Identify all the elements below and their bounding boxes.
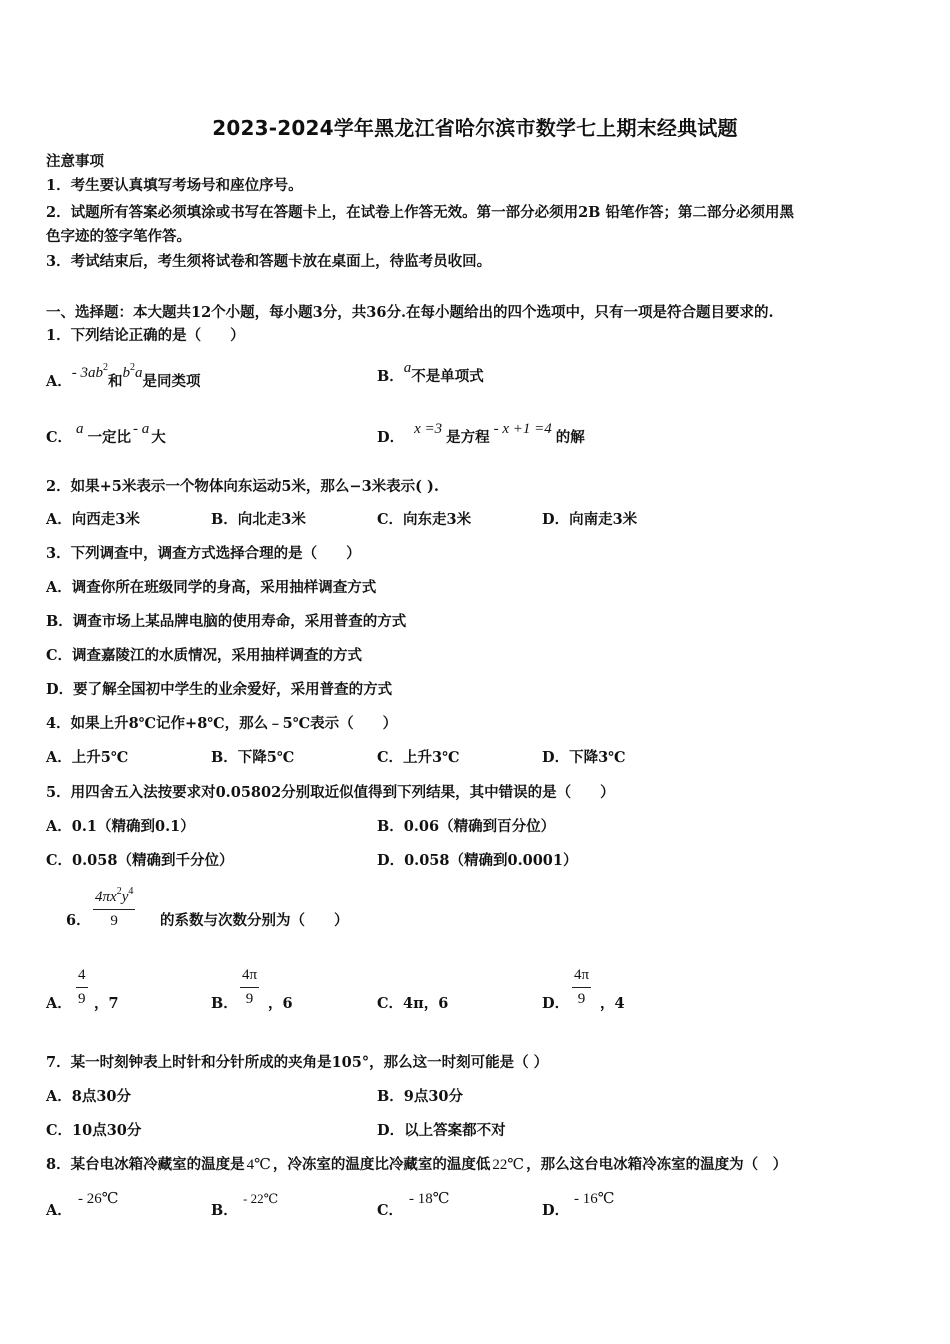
q4-option-b: B．下降5℃	[211, 749, 295, 766]
text-fragment: 一定比	[87, 429, 132, 446]
q8-option-d-value: - 16℃	[574, 1191, 615, 1207]
q2-option-a: A．向西走3米	[46, 511, 140, 528]
q4-option-a: A．上升5℃	[46, 749, 129, 766]
q5-option-d: D．0.058（精确到0.0001）	[377, 852, 578, 869]
q1-option-a	[46, 362, 201, 393]
math-term: x =3	[414, 421, 443, 437]
exam-title: 2023-2024学年黑龙江省哈尔滨市数学七上期末经典试题	[212, 116, 738, 140]
q7-option-b: B．9点30分	[377, 1088, 464, 1105]
math-term: 4℃	[246, 1157, 271, 1173]
q5-option-a: A．0.1（精确到0.1）	[46, 818, 195, 835]
q8-option-d-label: D．	[542, 1202, 570, 1219]
q6-option-b-fraction: $\frac{4\pi}{9}$	[242, 967, 258, 1007]
math-term: - $3ab^2$	[71, 362, 109, 381]
q2-stem: 2．如果+5米表示一个物体向东运动5米，那么−3米表示( ).	[46, 478, 439, 495]
q5-stem: 5．用四舍五入法按要求对0.05802分别取近似值得到下列结果，其中错误的是（ ）	[46, 784, 615, 801]
math-term: a	[76, 421, 84, 437]
q4-option-d: D．下降3℃	[542, 749, 626, 766]
notice-heading: 注意事项	[46, 153, 104, 170]
math-term: a	[403, 360, 412, 376]
q1-option-d	[377, 421, 585, 449]
option-label: A．	[46, 373, 72, 390]
q8-option-b-label: B．	[211, 1202, 238, 1219]
text-fragment: 是同类项	[142, 373, 201, 390]
q2-option-c: C．向东走3米	[377, 511, 472, 528]
math-term: 22℃	[492, 1157, 525, 1173]
math-term: - a	[133, 421, 150, 437]
notice-item-2-cont: 色字迹的签字笔作答。	[46, 228, 191, 245]
q6-option-a-label: A．	[46, 995, 72, 1012]
notice-item-2: 2．试题所有答案必须填涂或书写在答题卡上，在试卷上作答无效。第一部分必须用2B 铅笔作答；第二部分必须用黑	[46, 204, 794, 221]
q2-option-b: B．向北走3米	[211, 511, 306, 528]
text-fragment: 和	[108, 373, 123, 390]
q7-option-d: D．以上答案都不对	[377, 1122, 506, 1139]
option-label: D．	[377, 429, 405, 446]
q6-option-d-fraction: $\frac{4\pi}{9}$	[574, 967, 590, 1007]
q1-stem: 1．下列结论正确的是（ ）	[46, 327, 245, 344]
q6-option-a-rest: ，7	[94, 995, 119, 1012]
q3-option-c: C．调查嘉陵江的水质情况，采用抽样调查的方式	[46, 647, 363, 664]
q5-option-b: B．0.06（精确到百分位）	[377, 818, 556, 835]
option-label: C．	[46, 429, 73, 446]
q3-option-d: D．要了解全国初中学生的业余爱好，采用普查的方式	[46, 681, 393, 698]
notice-item-1: 1．考生要认真填写考场号和座位序号。	[46, 177, 303, 194]
q6-number: 6．	[66, 912, 91, 929]
q5-option-c: C．0.058（精确到千分位）	[46, 852, 234, 869]
q8-option-a-label: A．	[46, 1202, 72, 1219]
q1-option-c	[46, 421, 166, 449]
text-fragment: ，冷冻室的温度比冷藏室的温度低	[272, 1156, 491, 1173]
text-fragment: 不是单项式	[411, 368, 484, 385]
option-label: C．	[377, 995, 404, 1012]
q8-option-b-value: - 22℃	[243, 1191, 279, 1206]
q6-option-d-rest: ，4	[600, 995, 625, 1012]
text-fragment: 8．某台电冰箱冷藏室的温度是	[46, 1156, 245, 1173]
q8-option-c-label: C．	[377, 1202, 404, 1219]
q6-option-b-label: B．	[211, 995, 238, 1012]
q7-option-c: C．10点30分	[46, 1122, 142, 1139]
q8-option-c-value: - 18℃	[409, 1191, 450, 1207]
q8-stem	[46, 1154, 787, 1176]
notice-item-3: 3．考试结束后，考生须将试卷和答题卡放在桌面上，待监考员收回。	[46, 253, 492, 270]
section-heading: 一、选择题：本大题共12个小题，每小题3分，共36分.在每小题给出的四个选项中，只有一项是符合题目要求的.	[46, 304, 774, 321]
option-label: B．	[377, 368, 404, 385]
text-fragment: 大	[151, 429, 166, 446]
q8-option-a-value: - 26℃	[78, 1191, 119, 1207]
frac-denominator: 9	[110, 913, 118, 929]
math-term: $b^2a$	[122, 362, 143, 381]
q4-stem: 4．如果上升8℃记作+8℃，那么﹣5℃表示（ ）	[46, 715, 398, 732]
text-fragment: 是方程	[446, 429, 490, 446]
q6-option-d-label: D．	[542, 995, 570, 1012]
q2-option-d: D．向南走3米	[542, 511, 638, 528]
frac-numerator: 4πx	[95, 889, 117, 905]
text-fragment: ，那么这台电冰箱冷冻室的温度为（ ）	[526, 1156, 788, 1173]
q3-option-b: B．调查市场上某品牌电脑的使用寿命，采用普查的方式	[46, 613, 407, 630]
q6-fraction: $\frac{4\pi x^2y^4}{9}$	[95, 886, 134, 929]
math-term: - x +1 =4	[493, 421, 552, 437]
q7-option-a: A．8点30分	[46, 1088, 132, 1105]
q6-option-c	[377, 993, 448, 1015]
q6-option-b-rest: ，6	[268, 995, 293, 1012]
q7-stem: 7．某一时刻钟表上时针和分针所成的夹角是105°，那么这一时刻可能是（ ）	[46, 1054, 549, 1071]
q6-stem: 的系数与次数分别为（ ）	[160, 912, 349, 929]
q3-option-a: A．调查你所在班级同学的身高，采用抽样调查方式	[46, 579, 377, 596]
q1-option-b	[377, 360, 484, 388]
option-text: 4π，6	[403, 995, 449, 1012]
text-fragment: 的解	[555, 429, 585, 446]
q4-option-c: C．上升3℃	[377, 749, 460, 766]
q3-stem: 3．下列调查中，调查方式选择合理的是（ ）	[46, 545, 361, 562]
q6-option-a-fraction: $\frac{4}{9}$	[78, 967, 86, 1007]
